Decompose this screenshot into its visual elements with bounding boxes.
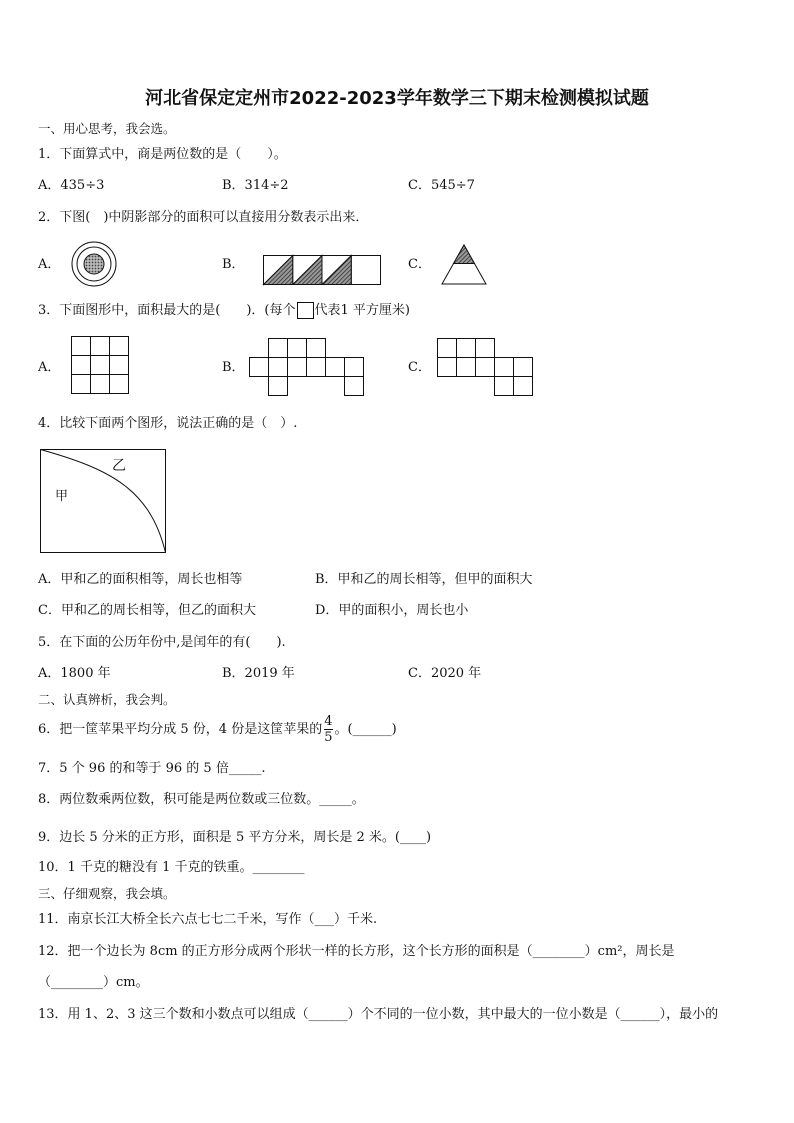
question-3-stem-after: 代表1 平方厘米) (314, 303, 410, 318)
question-4-option-d: D．甲的面积小，周长也小 (315, 603, 469, 618)
question-6 (38, 711, 397, 749)
question-2-stem: 2．下图( )中阴影部分的面积可以直接用分数表示出来． (38, 210, 369, 225)
label-yi: 乙 (112, 458, 126, 474)
question-6-tail: 。(______) (334, 722, 397, 737)
question-10: 10．1 千克的糖没有 1 千克的铁重。________ (38, 860, 305, 875)
fraction-denominator: 5 (324, 730, 333, 745)
question-2-option-c: C． (408, 257, 431, 272)
question-3-option-b: B． (222, 360, 245, 375)
question-3-stem (38, 302, 410, 319)
question-1-stem: 1．下面算式中，商是两位数的是（ ）。 (38, 147, 287, 162)
question-13: 13．用 1、2、3 这三个数和小数点可以组成（______）个不同的一位小数，其中最大的一位小数是（______），最小的 (38, 1007, 719, 1022)
section-heading-1: 一、用心思考，我会选。 (38, 121, 176, 136)
question-1-option-c: C．545÷7 (408, 178, 475, 193)
question-6-stem: 6．把一筐苹果平均分成 5 份，4 份是这筐苹果的 (38, 722, 323, 737)
question-2-option-b: B． (222, 257, 245, 272)
label-jia: 甲 (55, 489, 69, 504)
question-3-option-c: C． (408, 360, 431, 375)
figure-triangle-shaded-top (440, 243, 488, 287)
section-heading-2: 二、认真辨析，我会判。 (38, 692, 176, 707)
fraction-numerator: 4 (324, 714, 333, 729)
question-4-option-b: B．甲和乙的周长相等，但甲的面积大 (315, 572, 533, 587)
grid-figure-c (437, 338, 537, 398)
question-7: 7．5 个 96 的和等于 96 的 5 倍_____. (38, 761, 266, 776)
question-9: 9．边长 5 分米的正方形，面积是 5 平方分米，周长是 2 米。(____) (38, 830, 432, 845)
question-3-stem-before: 3．下面图形中，面积最大的是( )．(每个 (38, 303, 296, 318)
page-title: 河北省保定定州市2022-2023学年数学三下期末检测模拟试题 (145, 88, 649, 109)
question-4-stem: 4．比较下面两个图形，说法正确的是（ ）. (38, 416, 298, 431)
question-1-option-a: A．435÷3 (38, 178, 105, 193)
figure-concentric-circles (70, 240, 120, 290)
question-4-option-a: A．甲和乙的面积相等，周长也相等 (38, 572, 243, 587)
grid-figure-a (71, 336, 131, 396)
question-5-option-c: C．2020 年 (408, 666, 482, 681)
grid-figure-b (249, 338, 369, 398)
question-12-line-2: （________）cm。 (38, 975, 149, 990)
figure-strip-triangles (263, 255, 383, 287)
question-12-line-1: 12．把一个边长为 8cm 的正方形分成两个形状一样的长方形，这个长方形的面积是（________）cm²，周长是 (38, 944, 675, 959)
question-3-option-a: A． (38, 360, 61, 375)
question-5-stem: 5．在下面的公历年份中,是闰年的有( ). (38, 635, 286, 650)
question-8: 8．两位数乘两位数，积可能是两位数或三位数。_____。 (38, 792, 365, 807)
question-2-option-a: A． (38, 257, 61, 272)
question-5-option-b: B．2019 年 (222, 666, 295, 681)
unit-square-icon (297, 302, 314, 319)
question-5-option-a: A．1800 年 (38, 666, 111, 681)
section-heading-3: 三、仔细观察，我会填。 (38, 886, 176, 901)
question-11: 11．南京长江大桥全长六点七七二千米，写作（___）千米. (38, 912, 378, 927)
fraction-four-fifths (324, 714, 332, 745)
question-1-option-b: B．314÷2 (222, 178, 289, 193)
question-4-option-c: C．甲和乙的周长相等，但乙的面积大 (38, 603, 256, 618)
